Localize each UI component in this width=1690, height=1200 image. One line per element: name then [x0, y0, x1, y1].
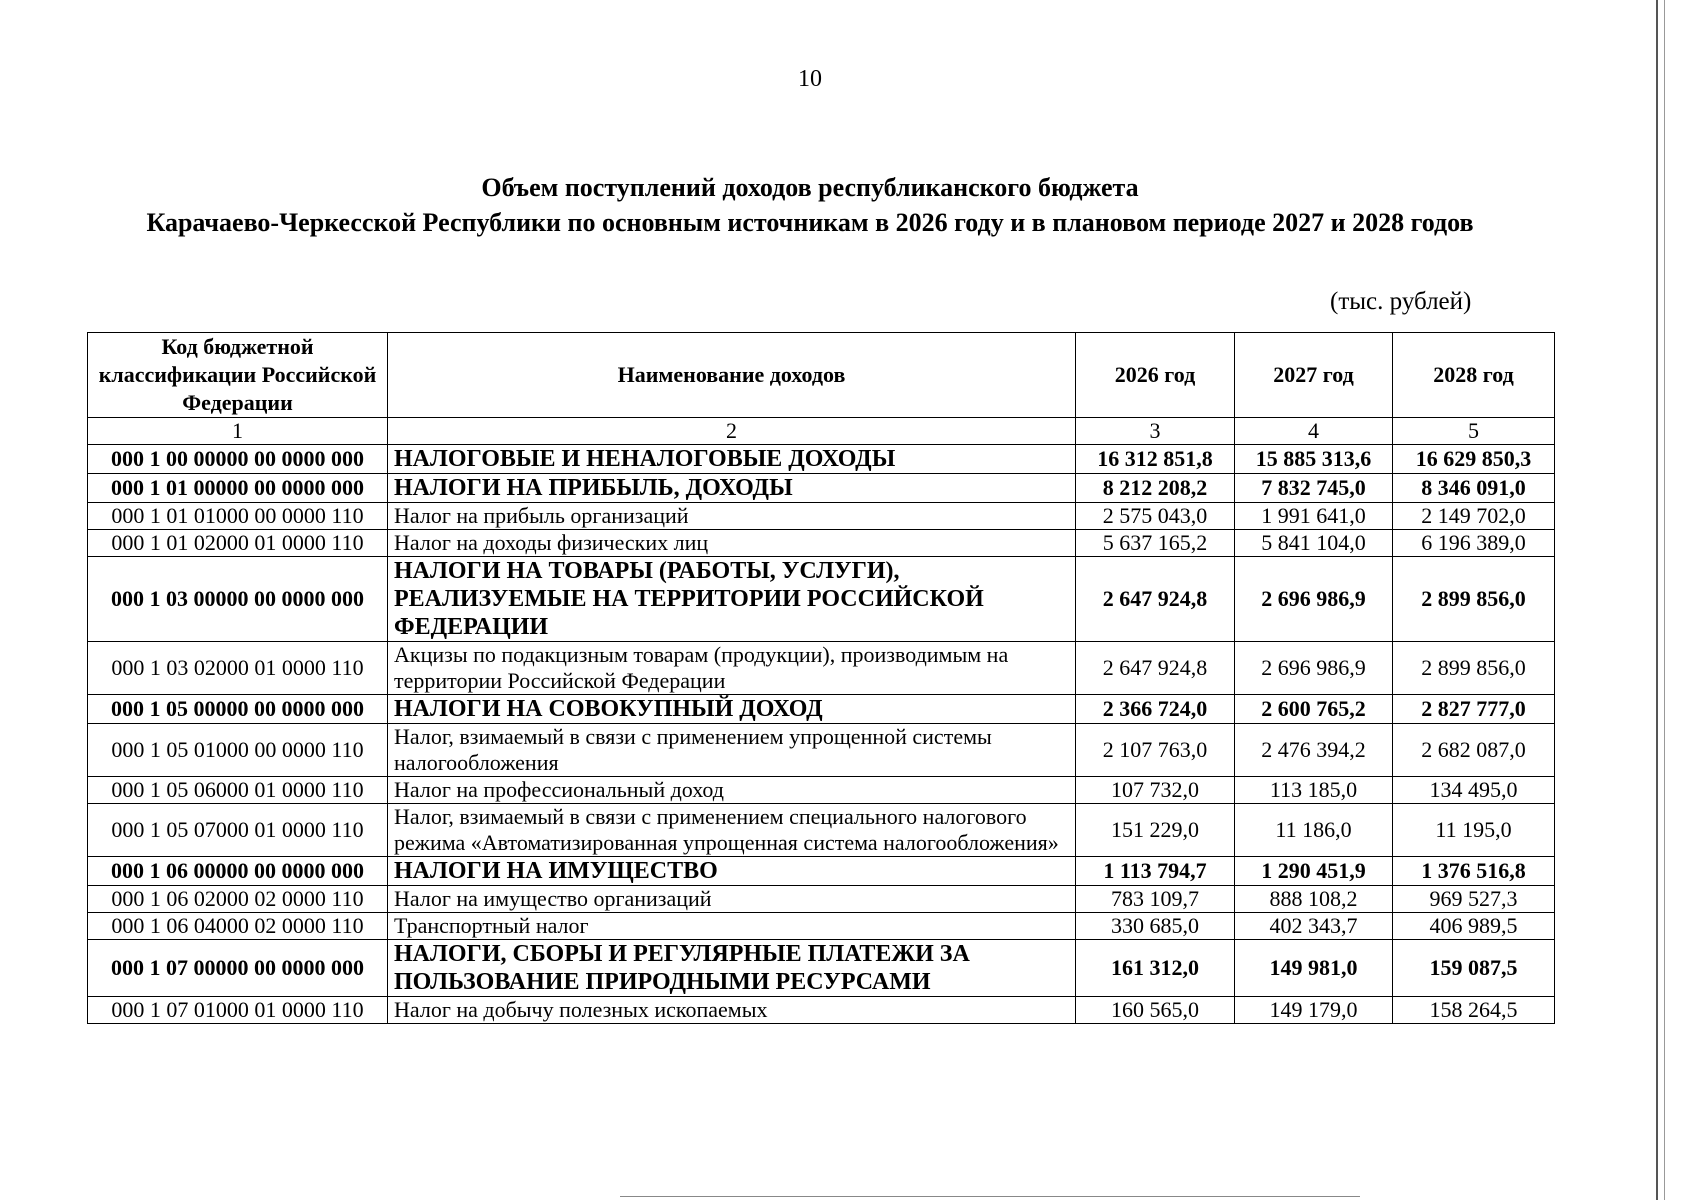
value-2026-cell: 2 647 924,8: [1076, 557, 1235, 642]
budget-code-cell: 000 1 05 07000 01 0000 110: [88, 804, 388, 857]
header-2028: 2028 год: [1393, 333, 1555, 418]
table-row: [88, 503, 1555, 530]
budget-code-cell: 000 1 01 00000 00 0000 000: [88, 474, 388, 503]
column-number-row: [88, 418, 1555, 445]
table-row: [88, 997, 1555, 1024]
budget-code-cell: 000 1 06 00000 00 0000 000: [88, 857, 388, 886]
column-number: 5: [1393, 418, 1555, 445]
budget-code-cell: 000 1 06 02000 02 0000 110: [88, 886, 388, 913]
units-label: (тыс. рублей): [1330, 288, 1472, 315]
value-2026-cell: 1 113 794,7: [1076, 857, 1235, 886]
revenue-table: [87, 332, 1555, 1024]
column-number: 4: [1235, 418, 1393, 445]
value-2028-cell: 406 989,5: [1393, 913, 1555, 940]
value-2028-cell: 969 527,3: [1393, 886, 1555, 913]
budget-code-cell: 000 1 05 06000 01 0000 110: [88, 777, 388, 804]
value-2026-cell: 330 685,0: [1076, 913, 1235, 940]
budget-code-cell: 000 1 00 00000 00 0000 000: [88, 445, 388, 474]
value-2027-cell: 2 696 986,9: [1235, 557, 1393, 642]
revenue-name-cell: НАЛОГИ НА СОВОКУПНЫЙ ДОХОД: [388, 695, 1076, 724]
budget-code-cell: 000 1 07 01000 01 0000 110: [88, 997, 388, 1024]
scan-edge-line: [620, 1196, 1360, 1197]
value-2026-cell: 2 647 924,8: [1076, 642, 1235, 695]
value-2027-cell: 2 696 986,9: [1235, 642, 1393, 695]
value-2027-cell: 1 290 451,9: [1235, 857, 1393, 886]
value-2028-cell: 8 346 091,0: [1393, 474, 1555, 503]
revenue-name-cell: НАЛОГОВЫЕ И НЕНАЛОГОВЫЕ ДОХОДЫ: [388, 445, 1076, 474]
table-row: [88, 445, 1555, 474]
value-2026-cell: 2 366 724,0: [1076, 695, 1235, 724]
revenue-name-cell: Налог на прибыль организаций: [388, 503, 1076, 530]
revenue-name-cell: Транспортный налог: [388, 913, 1076, 940]
revenue-name-cell: Акцизы по подакцизным товарам (продукции), производимым на территории Российской Федерации: [388, 642, 1076, 695]
value-2027-cell: 2 600 765,2: [1235, 695, 1393, 724]
column-number: 3: [1076, 418, 1235, 445]
table-row: [88, 642, 1555, 695]
value-2026-cell: 2 575 043,0: [1076, 503, 1235, 530]
revenue-name-cell: НАЛОГИ НА ТОВАРЫ (РАБОТЫ, УСЛУГИ), РЕАЛИЗУЕМЫЕ НА ТЕРРИТОРИИ РОССИЙСКОЙ ФЕДЕРАЦИИ: [388, 557, 1076, 642]
revenue-name-cell: Налог на профессиональный доход: [388, 777, 1076, 804]
value-2027-cell: 7 832 745,0: [1235, 474, 1393, 503]
table-row: [88, 886, 1555, 913]
header-2026: 2026 год: [1076, 333, 1235, 418]
budget-code-cell: 000 1 06 04000 02 0000 110: [88, 913, 388, 940]
table-body: [88, 445, 1555, 1024]
budget-code-cell: 000 1 01 01000 00 0000 110: [88, 503, 388, 530]
value-2026-cell: 107 732,0: [1076, 777, 1235, 804]
scan-edge-line: [1656, 0, 1658, 1200]
value-2027-cell: 888 108,2: [1235, 886, 1393, 913]
value-2026-cell: 161 312,0: [1076, 940, 1235, 997]
value-2028-cell: 1 376 516,8: [1393, 857, 1555, 886]
table-row: [88, 804, 1555, 857]
column-number: 2: [388, 418, 1076, 445]
page-number: 10: [798, 66, 822, 92]
table-row: [88, 724, 1555, 777]
budget-code-cell: 000 1 05 00000 00 0000 000: [88, 695, 388, 724]
column-number: 1: [88, 418, 388, 445]
table-row: [88, 474, 1555, 503]
value-2028-cell: 158 264,5: [1393, 997, 1555, 1024]
value-2026-cell: 783 109,7: [1076, 886, 1235, 913]
header-name: Наименование доходов: [388, 333, 1076, 418]
budget-code-cell: 000 1 03 02000 01 0000 110: [88, 642, 388, 695]
header-2027: 2027 год: [1235, 333, 1393, 418]
value-2027-cell: 113 185,0: [1235, 777, 1393, 804]
budget-code-cell: 000 1 05 01000 00 0000 110: [88, 724, 388, 777]
value-2026-cell: 16 312 851,8: [1076, 445, 1235, 474]
value-2028-cell: 2 899 856,0: [1393, 557, 1555, 642]
value-2028-cell: 11 195,0: [1393, 804, 1555, 857]
value-2028-cell: 2 899 856,0: [1393, 642, 1555, 695]
value-2026-cell: 160 565,0: [1076, 997, 1235, 1024]
value-2026-cell: 2 107 763,0: [1076, 724, 1235, 777]
value-2027-cell: 11 186,0: [1235, 804, 1393, 857]
table-row: [88, 913, 1555, 940]
value-2026-cell: 151 229,0: [1076, 804, 1235, 857]
revenue-name-cell: НАЛОГИ НА ПРИБЫЛЬ, ДОХОДЫ: [388, 474, 1076, 503]
table-row: [88, 940, 1555, 997]
revenue-name-cell: Налог на имущество организаций: [388, 886, 1076, 913]
revenue-name-cell: Налог на доходы физических лиц: [388, 530, 1076, 557]
budget-code-cell: 000 1 01 02000 01 0000 110: [88, 530, 388, 557]
value-2028-cell: 2 149 702,0: [1393, 503, 1555, 530]
value-2027-cell: 149 981,0: [1235, 940, 1393, 997]
table-row: [88, 857, 1555, 886]
table-row: [88, 557, 1555, 642]
revenue-name-cell: Налог на добычу полезных ископаемых: [388, 997, 1076, 1024]
value-2027-cell: 1 991 641,0: [1235, 503, 1393, 530]
table-row: [88, 695, 1555, 724]
value-2027-cell: 5 841 104,0: [1235, 530, 1393, 557]
revenue-name-cell: НАЛОГИ НА ИМУЩЕСТВО: [388, 857, 1076, 886]
value-2027-cell: 149 179,0: [1235, 997, 1393, 1024]
value-2028-cell: 2 682 087,0: [1393, 724, 1555, 777]
table-header-row: [88, 333, 1555, 418]
value-2027-cell: 15 885 313,6: [1235, 445, 1393, 474]
header-code: Код бюджетной классификации Российской Федерации: [88, 333, 388, 418]
value-2028-cell: 134 495,0: [1393, 777, 1555, 804]
value-2028-cell: 16 629 850,3: [1393, 445, 1555, 474]
title-line-1: Объем поступлений доходов республиканского бюджета: [481, 173, 1139, 202]
value-2026-cell: 8 212 208,2: [1076, 474, 1235, 503]
table-row: [88, 777, 1555, 804]
value-2028-cell: 2 827 777,0: [1393, 695, 1555, 724]
budget-code-cell: 000 1 07 00000 00 0000 000: [88, 940, 388, 997]
value-2027-cell: 2 476 394,2: [1235, 724, 1393, 777]
value-2028-cell: 6 196 389,0: [1393, 530, 1555, 557]
revenue-name-cell: НАЛОГИ, СБОРЫ И РЕГУЛЯРНЫЕ ПЛАТЕЖИ ЗА ПОЛЬЗОВАНИЕ ПРИРОДНЫМИ РЕСУРСАМИ: [388, 940, 1076, 997]
value-2026-cell: 5 637 165,2: [1076, 530, 1235, 557]
scan-edge-line: [1664, 0, 1665, 1200]
revenue-name-cell: Налог, взимаемый в связи с применением специального налогового режима «Автоматизированная упрощенная система налогообложения»: [388, 804, 1076, 857]
value-2028-cell: 159 087,5: [1393, 940, 1555, 997]
title-line-2: Карачаево-Черкесской Республики по основным источникам в 2026 году и в плановом периоде 2027 и 2028 годов: [146, 208, 1474, 237]
revenue-name-cell: Налог, взимаемый в связи с применением упрощенной системы налогообложения: [388, 724, 1076, 777]
document-title: [0, 170, 1620, 240]
value-2027-cell: 402 343,7: [1235, 913, 1393, 940]
budget-code-cell: 000 1 03 00000 00 0000 000: [88, 557, 388, 642]
table-row: [88, 530, 1555, 557]
